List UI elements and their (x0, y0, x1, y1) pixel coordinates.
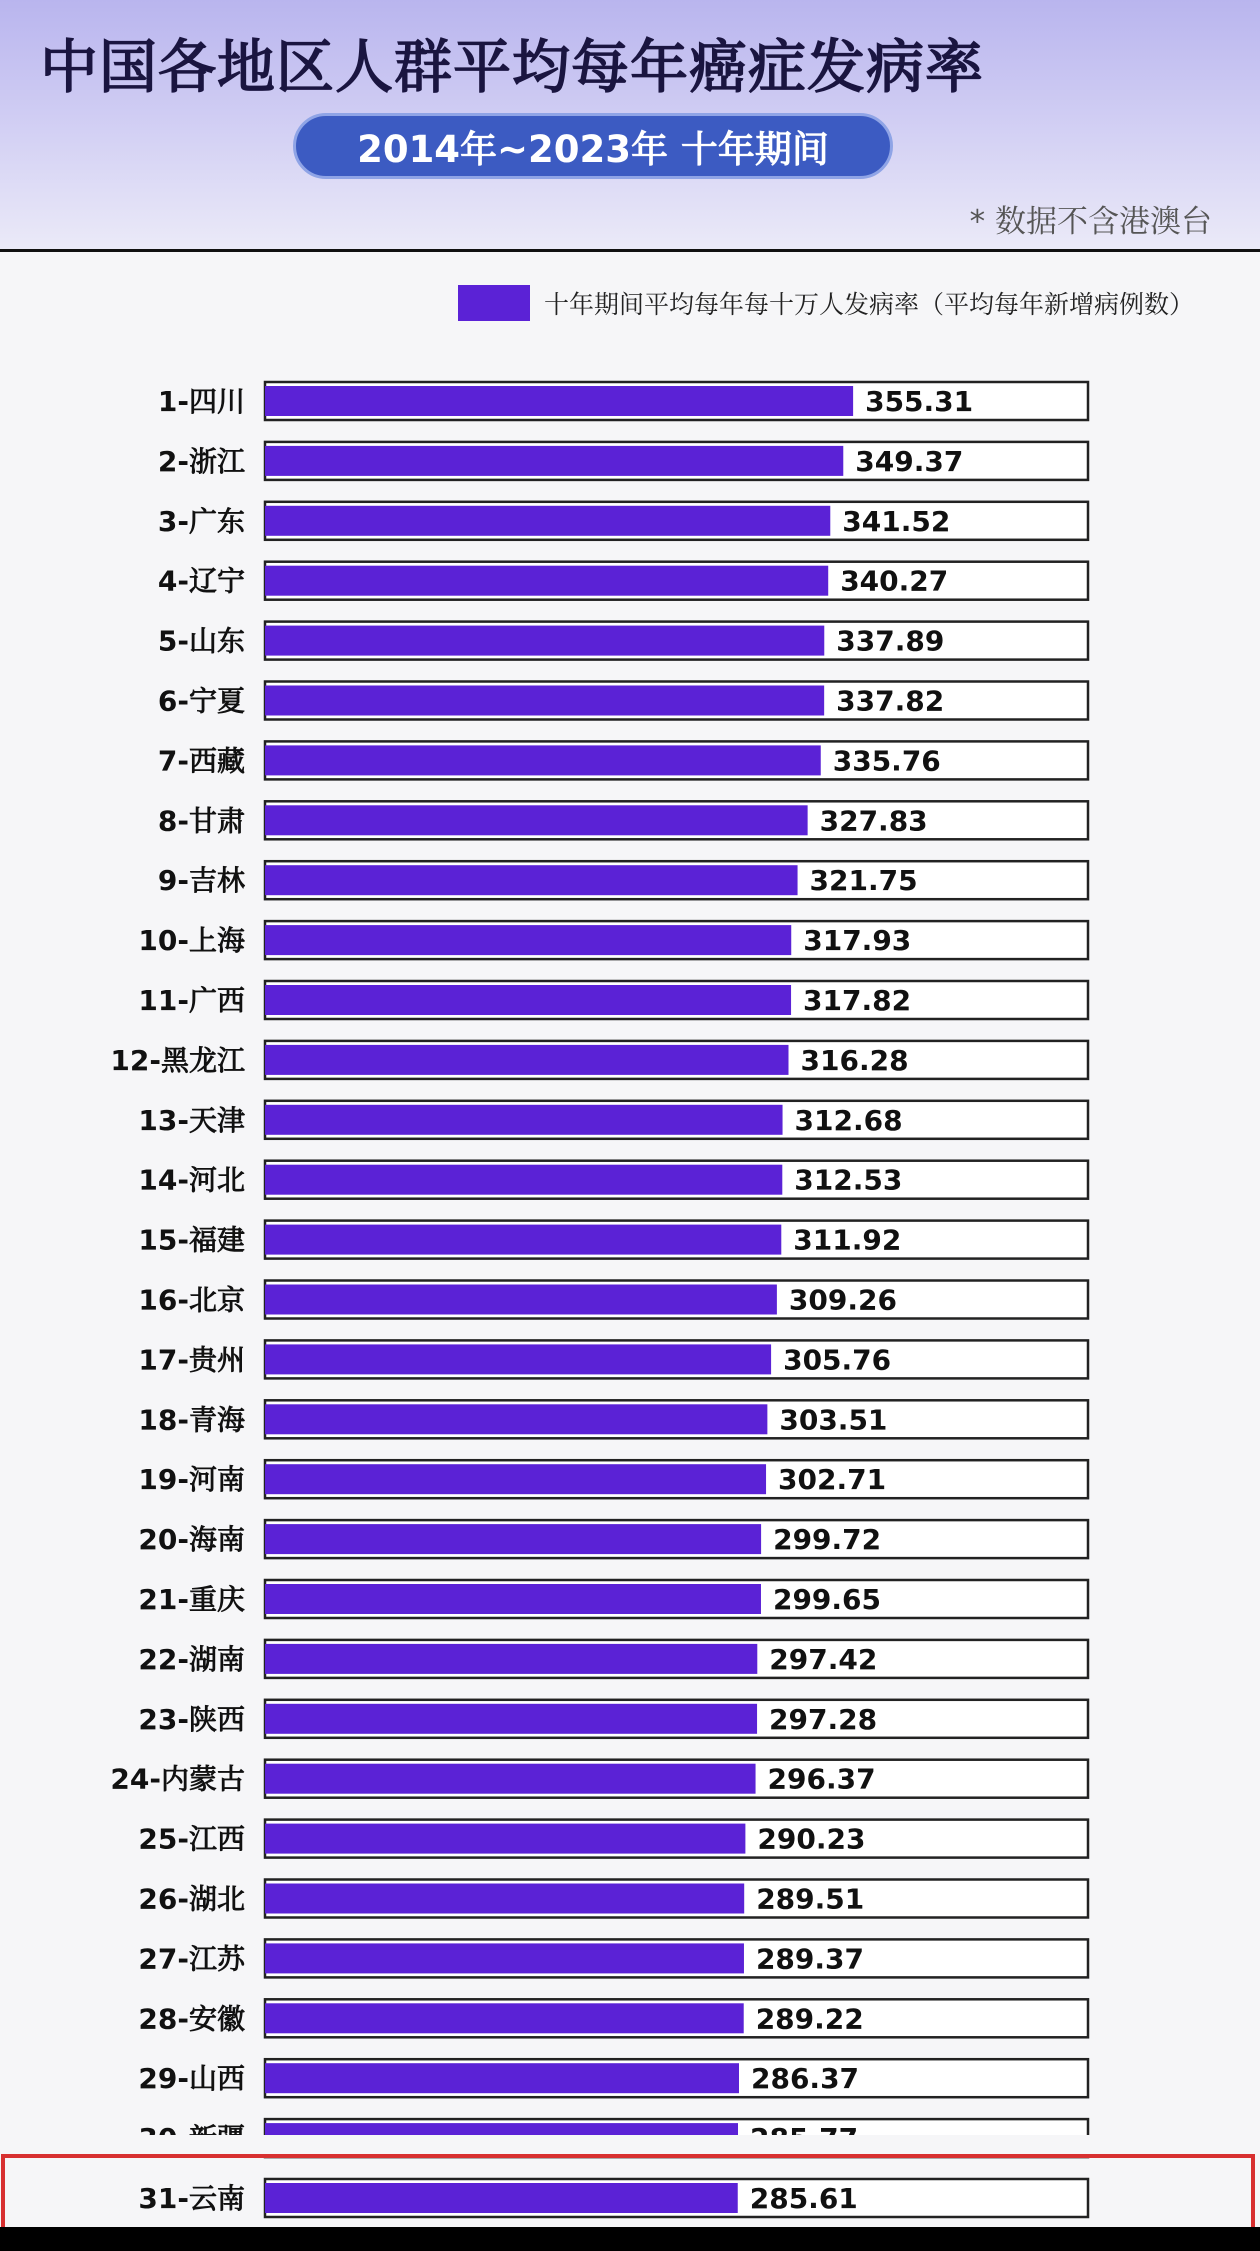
bar-7 (265, 745, 821, 775)
value-label-13: 312.68 (794, 1103, 903, 1137)
value-label-7: 335.76 (832, 744, 941, 778)
bar-13 (265, 1105, 783, 1135)
value-label-23: 297.28 (769, 1702, 878, 1736)
category-label-4: 4-辽宁 (157, 564, 245, 598)
category-label-16: 16-北京 (138, 1283, 245, 1317)
bar-24 (265, 1764, 756, 1794)
value-label-2: 349.37 (855, 444, 964, 478)
value-label-28: 289.22 (755, 2002, 864, 2036)
category-label-14: 14-河北 (138, 1163, 245, 1197)
value-label-31: 285.61 (749, 2182, 858, 2215)
category-label-8: 8-甘肃 (157, 804, 245, 838)
data-note: * 数据不含港澳台 (969, 204, 1212, 240)
category-label-1: 1-四川 (157, 385, 245, 418)
value-label-18: 303.51 (779, 1403, 888, 1437)
category-label-20: 20-海南 (138, 1523, 245, 1557)
category-label-26: 26-湖北 (138, 1882, 245, 1916)
bar-11 (265, 985, 791, 1015)
value-label-24: 296.37 (767, 1762, 876, 1796)
bar-19 (265, 1464, 766, 1494)
bar-27 (265, 1943, 744, 1973)
bar-22 (265, 1644, 757, 1674)
value-label-14: 312.53 (794, 1163, 903, 1197)
bar-9 (265, 865, 798, 895)
value-label-15: 311.92 (793, 1223, 902, 1257)
bar-2 (265, 446, 843, 476)
category-label-29: 29-山西 (138, 2062, 245, 2096)
bar-17 (265, 1344, 771, 1374)
value-label-11: 317.82 (803, 984, 912, 1017)
category-label-21: 21-重庆 (138, 1583, 245, 1616)
category-label-15: 15-福建 (138, 1223, 245, 1257)
category-label-9: 9-吉林 (157, 864, 245, 898)
category-label-10: 10-上海 (138, 924, 245, 958)
bar-16 (265, 1285, 777, 1315)
category-label-3: 3-广东 (157, 504, 245, 538)
chart-legend (458, 285, 1194, 321)
category-label-12: 12-黑龙江 (110, 1043, 245, 1077)
bar-18 (265, 1404, 767, 1434)
value-label-12: 316.28 (800, 1043, 909, 1077)
page-title: 中国各地区人群平均每年癌症发病率 (40, 33, 985, 101)
value-label-5: 337.89 (836, 624, 945, 658)
value-label-19: 302.71 (778, 1463, 887, 1497)
bar-28 (265, 2003, 744, 2033)
bar-26 (265, 1884, 744, 1914)
value-label-29: 286.37 (750, 2062, 860, 2096)
value-label-6: 337.82 (836, 684, 945, 718)
category-label-23: 23-陕西 (138, 1702, 245, 1736)
legend-swatch (458, 285, 530, 321)
bar-20 (265, 1524, 761, 1554)
period-badge (293, 113, 893, 179)
legend-label: 十年期间平均每年每十万人发病率（平均每年新增病例数） (544, 290, 1195, 319)
bar-1 (265, 386, 853, 416)
bar-29 (265, 2063, 739, 2093)
category-label-25: 25-江西 (138, 1822, 245, 1856)
bar-21 (265, 1584, 761, 1614)
header-banner (0, 0, 1260, 250)
bar-6 (265, 686, 824, 716)
screenshot-cut (0, 2135, 1260, 2154)
value-label-21: 299.65 (772, 1583, 882, 1616)
bar-23 (265, 1704, 757, 1734)
value-label-10: 317.93 (803, 924, 912, 958)
value-label-16: 309.26 (788, 1283, 897, 1317)
value-label-1: 355.31 (865, 385, 974, 418)
value-label-17: 305.76 (783, 1343, 892, 1377)
category-label-24: 24-内蒙古 (110, 1762, 245, 1796)
value-label-4: 340.27 (840, 564, 949, 598)
value-label-8: 327.83 (819, 804, 928, 838)
category-label-11: 11-广西 (138, 984, 245, 1017)
value-label-22: 297.42 (769, 1642, 878, 1676)
category-label-7: 7-西藏 (157, 744, 245, 778)
bar-12 (265, 1045, 789, 1075)
category-label-17: 17-贵州 (138, 1343, 245, 1377)
bar-4 (265, 566, 828, 596)
category-label-5: 5-山东 (157, 624, 245, 658)
category-label-27: 27-江苏 (138, 1942, 245, 1976)
value-label-26: 289.51 (756, 1882, 865, 1916)
value-label-9: 321.75 (809, 864, 918, 898)
category-label-6: 6-宁夏 (157, 684, 245, 718)
bar-14 (265, 1165, 782, 1195)
category-label-28: 28-安徽 (138, 2002, 245, 2036)
category-label-18: 18-青海 (138, 1403, 245, 1437)
value-label-25: 290.23 (757, 1822, 866, 1856)
bar-5 (265, 626, 824, 656)
category-label-22: 22-湖南 (138, 1642, 245, 1676)
bar-3 (265, 506, 830, 536)
bottom-black-bar (0, 2227, 1260, 2251)
bar-15 (265, 1225, 781, 1255)
bar-10 (265, 925, 791, 955)
value-label-3: 341.52 (842, 504, 951, 538)
category-label-31: 31-云南 (138, 2182, 245, 2215)
category-label-19: 19-河南 (138, 1463, 245, 1497)
value-label-20: 299.72 (773, 1523, 882, 1557)
category-label-13: 13-天津 (138, 1103, 245, 1137)
bar-8 (265, 805, 808, 835)
header-divider (0, 249, 1260, 252)
period-label: 2014年~2023年 十年期间 (357, 128, 829, 171)
bar-chart (0, 360, 1260, 2230)
category-label-2: 2-浙江 (157, 444, 245, 478)
value-label-27: 289.37 (755, 1942, 865, 1976)
bar-25 (265, 1824, 745, 1854)
